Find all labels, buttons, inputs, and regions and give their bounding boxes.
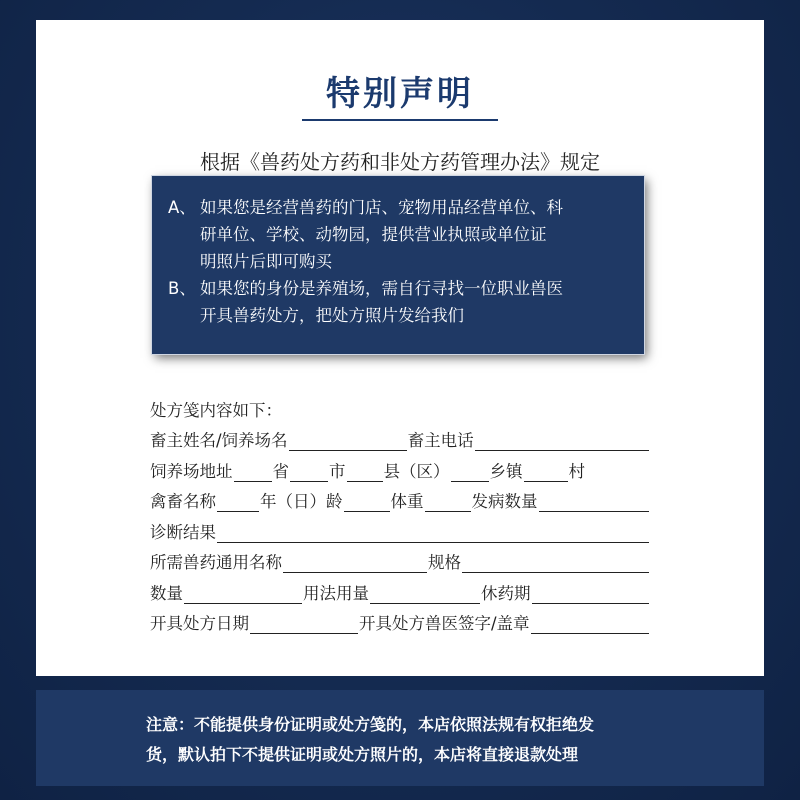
farm-address-label: 饲养场地址 (150, 461, 233, 481)
clause-a-letter: A、 (168, 198, 196, 217)
clause-b (168, 275, 630, 329)
sick-count-blank (539, 491, 650, 512)
form-row-owner (150, 421, 650, 452)
form-row-drug (150, 543, 650, 574)
dosage-label: 用法用量 (303, 583, 369, 603)
clause-b-letter: B、 (168, 279, 196, 298)
county-label: 县（区） (383, 461, 450, 481)
diagnosis-blank (217, 522, 649, 543)
spec-blank (462, 552, 649, 573)
form-row-diagnosis (150, 512, 650, 543)
regulation-subtitle: 根据《兽药处方药和非处方药管理办法》规定 (200, 150, 600, 174)
quantity-blank (184, 583, 302, 604)
village-label: 村 (568, 461, 585, 481)
drug-name-blank (283, 552, 427, 573)
owner-phone-label: 畜主电话 (407, 431, 474, 450)
county-blank (347, 461, 383, 482)
town-blank (451, 461, 489, 482)
dosage-blank (370, 583, 480, 604)
footer-line-2: 货，默认拍下不提供证明或处方照片的，本店将直接退款处理 (146, 745, 579, 764)
footer-line-1: 注意：不能提供身份证明或处方笺的，本店依照法规有权拒绝发 (146, 715, 595, 734)
clause-b-line-1: 如果您的身份是养殖场，需自行寻找一位职业兽医 (200, 279, 563, 298)
animal-name-blank (217, 491, 259, 512)
village-blank (524, 461, 568, 482)
notice-footer (36, 690, 764, 786)
form-heading: 处方笺内容如下： (150, 400, 282, 420)
weight-label: 体重 (390, 492, 424, 511)
signature-label: 开具处方兽医签字/盖章 (359, 614, 530, 633)
withdrawal-label: 休药期 (481, 583, 531, 603)
weight-blank (425, 491, 471, 512)
quantity-label: 数量 (150, 583, 183, 603)
date-label: 开具处方日期 (150, 614, 249, 633)
prescription-form (150, 390, 650, 634)
spec-label: 规格 (428, 553, 461, 572)
withdrawal-blank (532, 583, 650, 604)
clause-a-line-1: 如果您是经营兽药的门店、宠物用品经营单位、科 (200, 198, 563, 217)
form-row-quantity (150, 573, 650, 604)
clause-a-line-2: 研单位、学校、动物园，提供营业执照或单位证 (200, 225, 547, 244)
form-row-date (150, 604, 650, 635)
clause-a-line-3: 明照片后即可购买 (200, 252, 332, 271)
city-blank (290, 461, 328, 482)
age-blank (344, 491, 390, 512)
clause-a (168, 194, 630, 275)
clause-b-line-2: 开具兽药处方，把处方照片发给我们 (200, 306, 464, 325)
town-label: 乡镇 (489, 461, 523, 481)
city-label: 市 (329, 461, 346, 481)
title-underline (302, 119, 498, 121)
owner-phone-blank (475, 430, 649, 451)
drug-name-label: 所需兽药通用名称 (150, 553, 282, 572)
form-row-animal (150, 482, 650, 513)
province-blank (234, 461, 272, 482)
diagnosis-label: 诊断结果 (150, 522, 216, 542)
signature-blank (531, 613, 649, 634)
form-heading-row (150, 390, 650, 421)
province-label: 省 (272, 461, 289, 481)
form-row-address (150, 451, 650, 482)
owner-name-blank (289, 430, 407, 451)
statement-card (36, 20, 764, 676)
page-title: 特别声明 (326, 74, 474, 114)
sick-count-label: 发病数量 (471, 492, 538, 511)
notice-box (152, 176, 644, 354)
date-blank (250, 613, 358, 634)
age-label: 年（日）龄 (260, 492, 343, 511)
owner-name-label: 畜主姓名/饲养场名 (150, 431, 288, 450)
animal-name-label: 禽畜名称 (150, 492, 216, 511)
